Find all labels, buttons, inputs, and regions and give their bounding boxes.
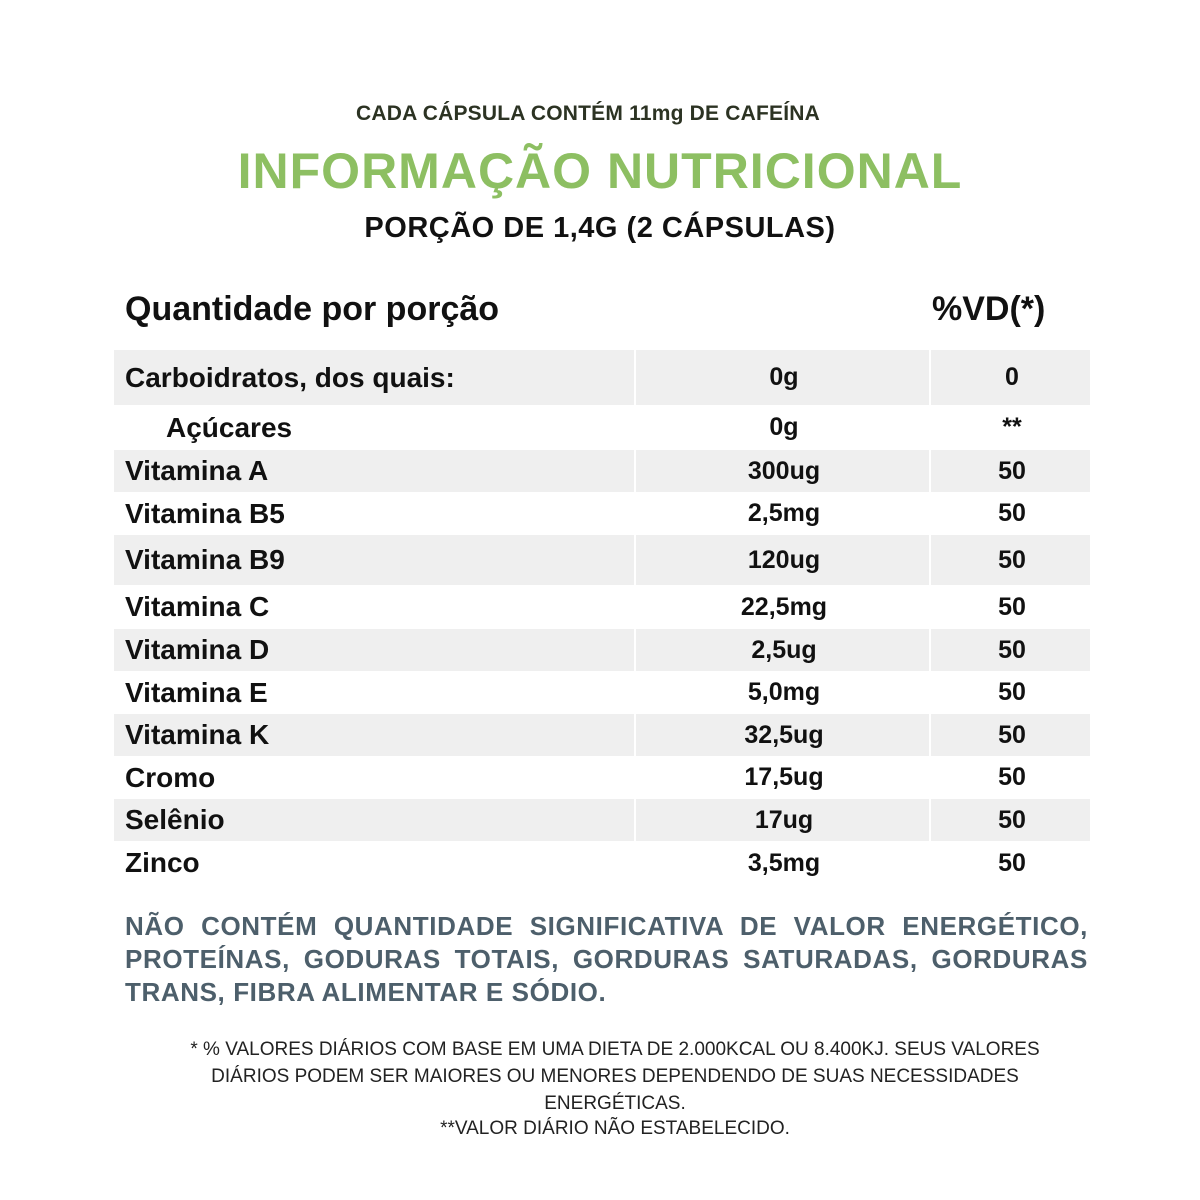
nutrient-vd: 50 xyxy=(998,499,1026,527)
nutrient-name: Vitamina D xyxy=(125,634,270,665)
nutrient-name: Açúcares xyxy=(166,411,293,443)
table-row xyxy=(114,350,1090,405)
table-row xyxy=(114,671,1090,714)
nutrient-name: Selênio xyxy=(125,804,225,835)
nutrient-quantity: 0g xyxy=(769,413,799,441)
nutrient-vd: 50 xyxy=(998,720,1026,749)
nutrient-name: Vitamina E xyxy=(125,676,268,708)
table-row xyxy=(114,714,1090,756)
nutrient-quantity: 0g xyxy=(769,363,799,391)
nutrient-name: Vitamina C xyxy=(125,591,270,622)
nutrient-name: Vitamina B9 xyxy=(125,544,285,575)
nutrient-quantity: 5,0mg xyxy=(747,678,821,706)
nutrient-quantity: 120ug xyxy=(747,545,821,574)
nutrient-vd: 50 xyxy=(998,763,1026,791)
table-row xyxy=(114,841,1090,885)
portion-size: PORÇÃO DE 1,4G (2 CÁPSULAS) xyxy=(364,212,836,244)
nutrient-vd: 50 xyxy=(998,545,1026,574)
not-significant-note: NÃO CONTÉM QUANTIDADE SIGNIFICATIVA DE VALOR ENERGÉTICO, PROTEÍNAS, GODURAS TOTAIS, GORDURAS SATURADAS, GORDURAS TRANS, FIBRA ALIMENTAR E SÓDIO. xyxy=(125,911,1088,1007)
nutrient-name: Vitamina B5 xyxy=(125,497,285,529)
caffeine-note: CADA CÁPSULA CONTÉM 11mg DE CAFEÍNA xyxy=(356,102,820,125)
nutrient-quantity: 22,5mg xyxy=(740,592,828,621)
nutrient-vd: 50 xyxy=(998,805,1026,834)
table-row xyxy=(114,629,1090,671)
table-row xyxy=(114,535,1090,585)
nutrient-quantity: 17ug xyxy=(754,805,814,834)
nutrient-vd: 50 xyxy=(998,592,1026,621)
daily-values-footnote: * % VALORES DIÁRIOS COM BASE EM UMA DIETA DE 2.000KCAL OU 8.400KJ. SEUS VALORES DIÁRIOS PODEM SER MAIORES OU MENORES DEPENDENDO DE SUAS NECESSIDADES ENERGÉTICAS. xyxy=(190,1039,1040,1114)
not-established-footnote: **VALOR DIÁRIO NÃO ESTABELECIDO. xyxy=(440,1118,790,1139)
nutrient-name: Cromo xyxy=(125,761,216,793)
nutrient-vd: 50 xyxy=(998,848,1026,877)
table-row xyxy=(114,756,1090,799)
nutrient-name: Zinco xyxy=(125,847,200,878)
table-row xyxy=(114,799,1090,841)
nutrient-name: Vitamina K xyxy=(125,719,270,750)
quantity-column-header: Quantidade por porção xyxy=(125,290,500,328)
nutrient-name: Vitamina A xyxy=(125,455,269,486)
nutrient-quantity: 17,5ug xyxy=(744,763,824,791)
table-row xyxy=(114,450,1090,492)
nutrition-table xyxy=(114,350,1090,885)
nutrient-name: Carboidratos, dos quais: xyxy=(125,361,455,393)
nutrient-quantity: 2,5ug xyxy=(751,635,817,664)
table-row xyxy=(114,585,1090,629)
nutrient-quantity: 300ug xyxy=(747,456,821,485)
nutrient-vd: 50 xyxy=(998,635,1026,664)
vd-column-header: %VD(*) xyxy=(932,290,1046,328)
nutrient-vd: ** xyxy=(1002,413,1022,441)
nutrient-vd: 50 xyxy=(998,678,1026,706)
nutrient-quantity: 3,5mg xyxy=(747,848,821,877)
table-row xyxy=(114,405,1090,450)
nutrient-vd: 50 xyxy=(998,456,1026,485)
page-title: INFORMAÇÃO NUTRICIONAL xyxy=(237,143,963,199)
nutrient-vd: 0 xyxy=(1005,363,1019,391)
nutrient-quantity: 32,5ug xyxy=(744,720,824,749)
nutrient-quantity: 2,5mg xyxy=(747,499,821,527)
table-row xyxy=(114,492,1090,535)
